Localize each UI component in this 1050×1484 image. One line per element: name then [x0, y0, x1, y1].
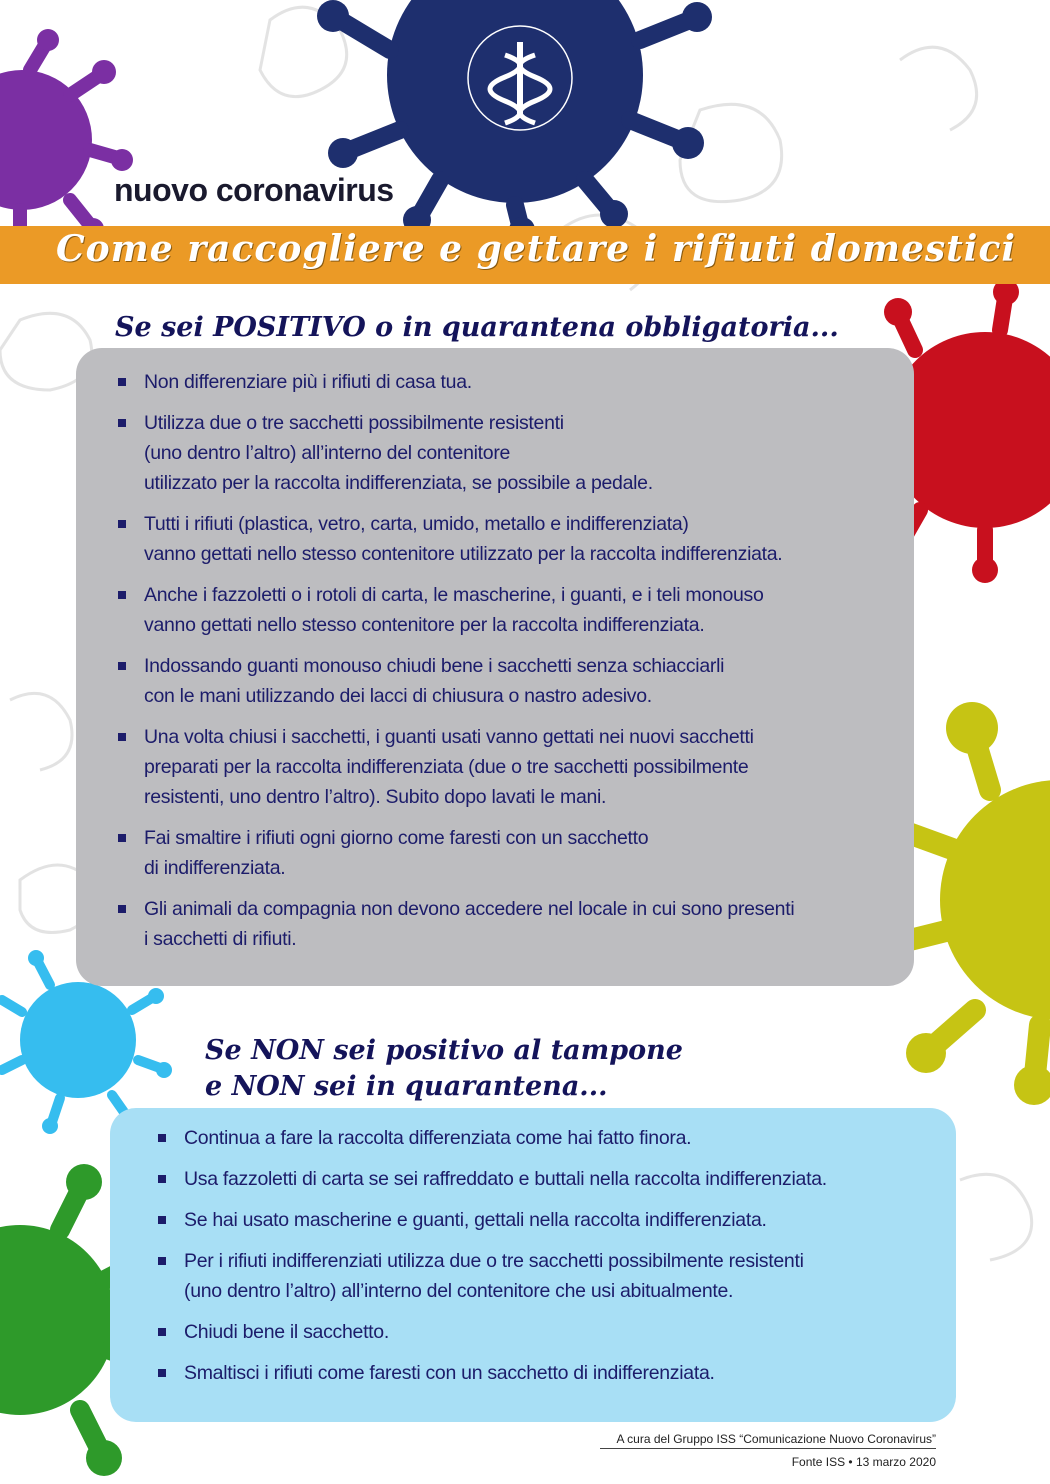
footer-source: Fonte ISS • 13 marzo 2020	[791, 1455, 936, 1469]
positive-section-title: Se sei POSITIVO o in quarantena obbligatoria...	[115, 312, 839, 343]
page-title: Come raccogliere e gettare i rifiuti domestici	[56, 228, 1017, 270]
kicker-text: nuovo coronavirus	[114, 172, 394, 208]
negative-section-title	[205, 1033, 683, 1105]
list-item: Chiudi bene il sacchetto.	[158, 1317, 948, 1347]
negative-list	[158, 1123, 948, 1399]
list-item: Gli animali da compagnia non devono accedere nel locale in cui sono presenti i sacchetti di rifiuti.	[118, 894, 908, 954]
list-item: Continua a fare la raccolta differenziata come hai fatto finora.	[158, 1123, 948, 1153]
list-item: Indossando guanti monouso chiudi bene i sacchetti senza schiacciarli con le mani utilizzando dei lacci di chiusura o nastro adesivo.	[118, 651, 908, 711]
purple-virus	[0, 29, 133, 248]
footer-credit: A cura del Gruppo ISS “Comunicazione Nuovo Coronavirus”	[600, 1432, 936, 1449]
list-item: Una volta chiusi i sacchetti, i guanti usati vanno gettati nei nuovi sacchetti preparati per la raccolta indifferenziata (due o tre sacchetti possibilmente resistenti, uno dentro l’altro). Subito dopo lavati le mani.	[118, 722, 908, 812]
list-item: Se hai usato mascherine e guanti, gettali nella raccolta indifferenziata.	[158, 1205, 948, 1235]
list-item: Anche i fazzoletti o i rotoli di carta, le mascherine, i guanti, e i teli monouso vanno gettati nello stesso contenitore per la raccolta indifferenziata.	[118, 580, 908, 640]
list-item: Tutti i rifiuti (plastica, vetro, carta, umido, metallo e indifferenziata) vanno gettati nello stesso contenitore utilizzato per la raccolta indifferenziata.	[118, 509, 908, 569]
negative-title-line1: Se NON sei positivo al tampone	[205, 1035, 683, 1066]
negative-title-line2: e NON sei in quarantena...	[205, 1071, 608, 1102]
list-item: Non differenziare più i rifiuti di casa tua.	[118, 367, 908, 397]
list-item: Usa fazzoletti di carta se sei raffreddato e buttali nella raccolta indifferenziata.	[158, 1164, 948, 1194]
list-item: Per i rifiuti indifferenziati utilizza due o tre sacchetti possibilmente resistenti (uno dentro l’altro) all’interno del contenitore che usi abitualmente.	[158, 1246, 948, 1306]
positive-list	[118, 367, 908, 965]
list-item: Smaltisci i rifiuti come faresti con un sacchetto di indifferenziata.	[158, 1358, 948, 1388]
list-item: Fai smaltire i rifiuti ogni giorno come faresti con un sacchetto di indifferenziata.	[118, 823, 908, 883]
list-item: Utilizza due o tre sacchetti possibilmente resistenti (uno dentro l’altro) all’interno del contenitore utilizzato per la raccolta indifferenziata, se possibile a pedale.	[118, 408, 908, 498]
